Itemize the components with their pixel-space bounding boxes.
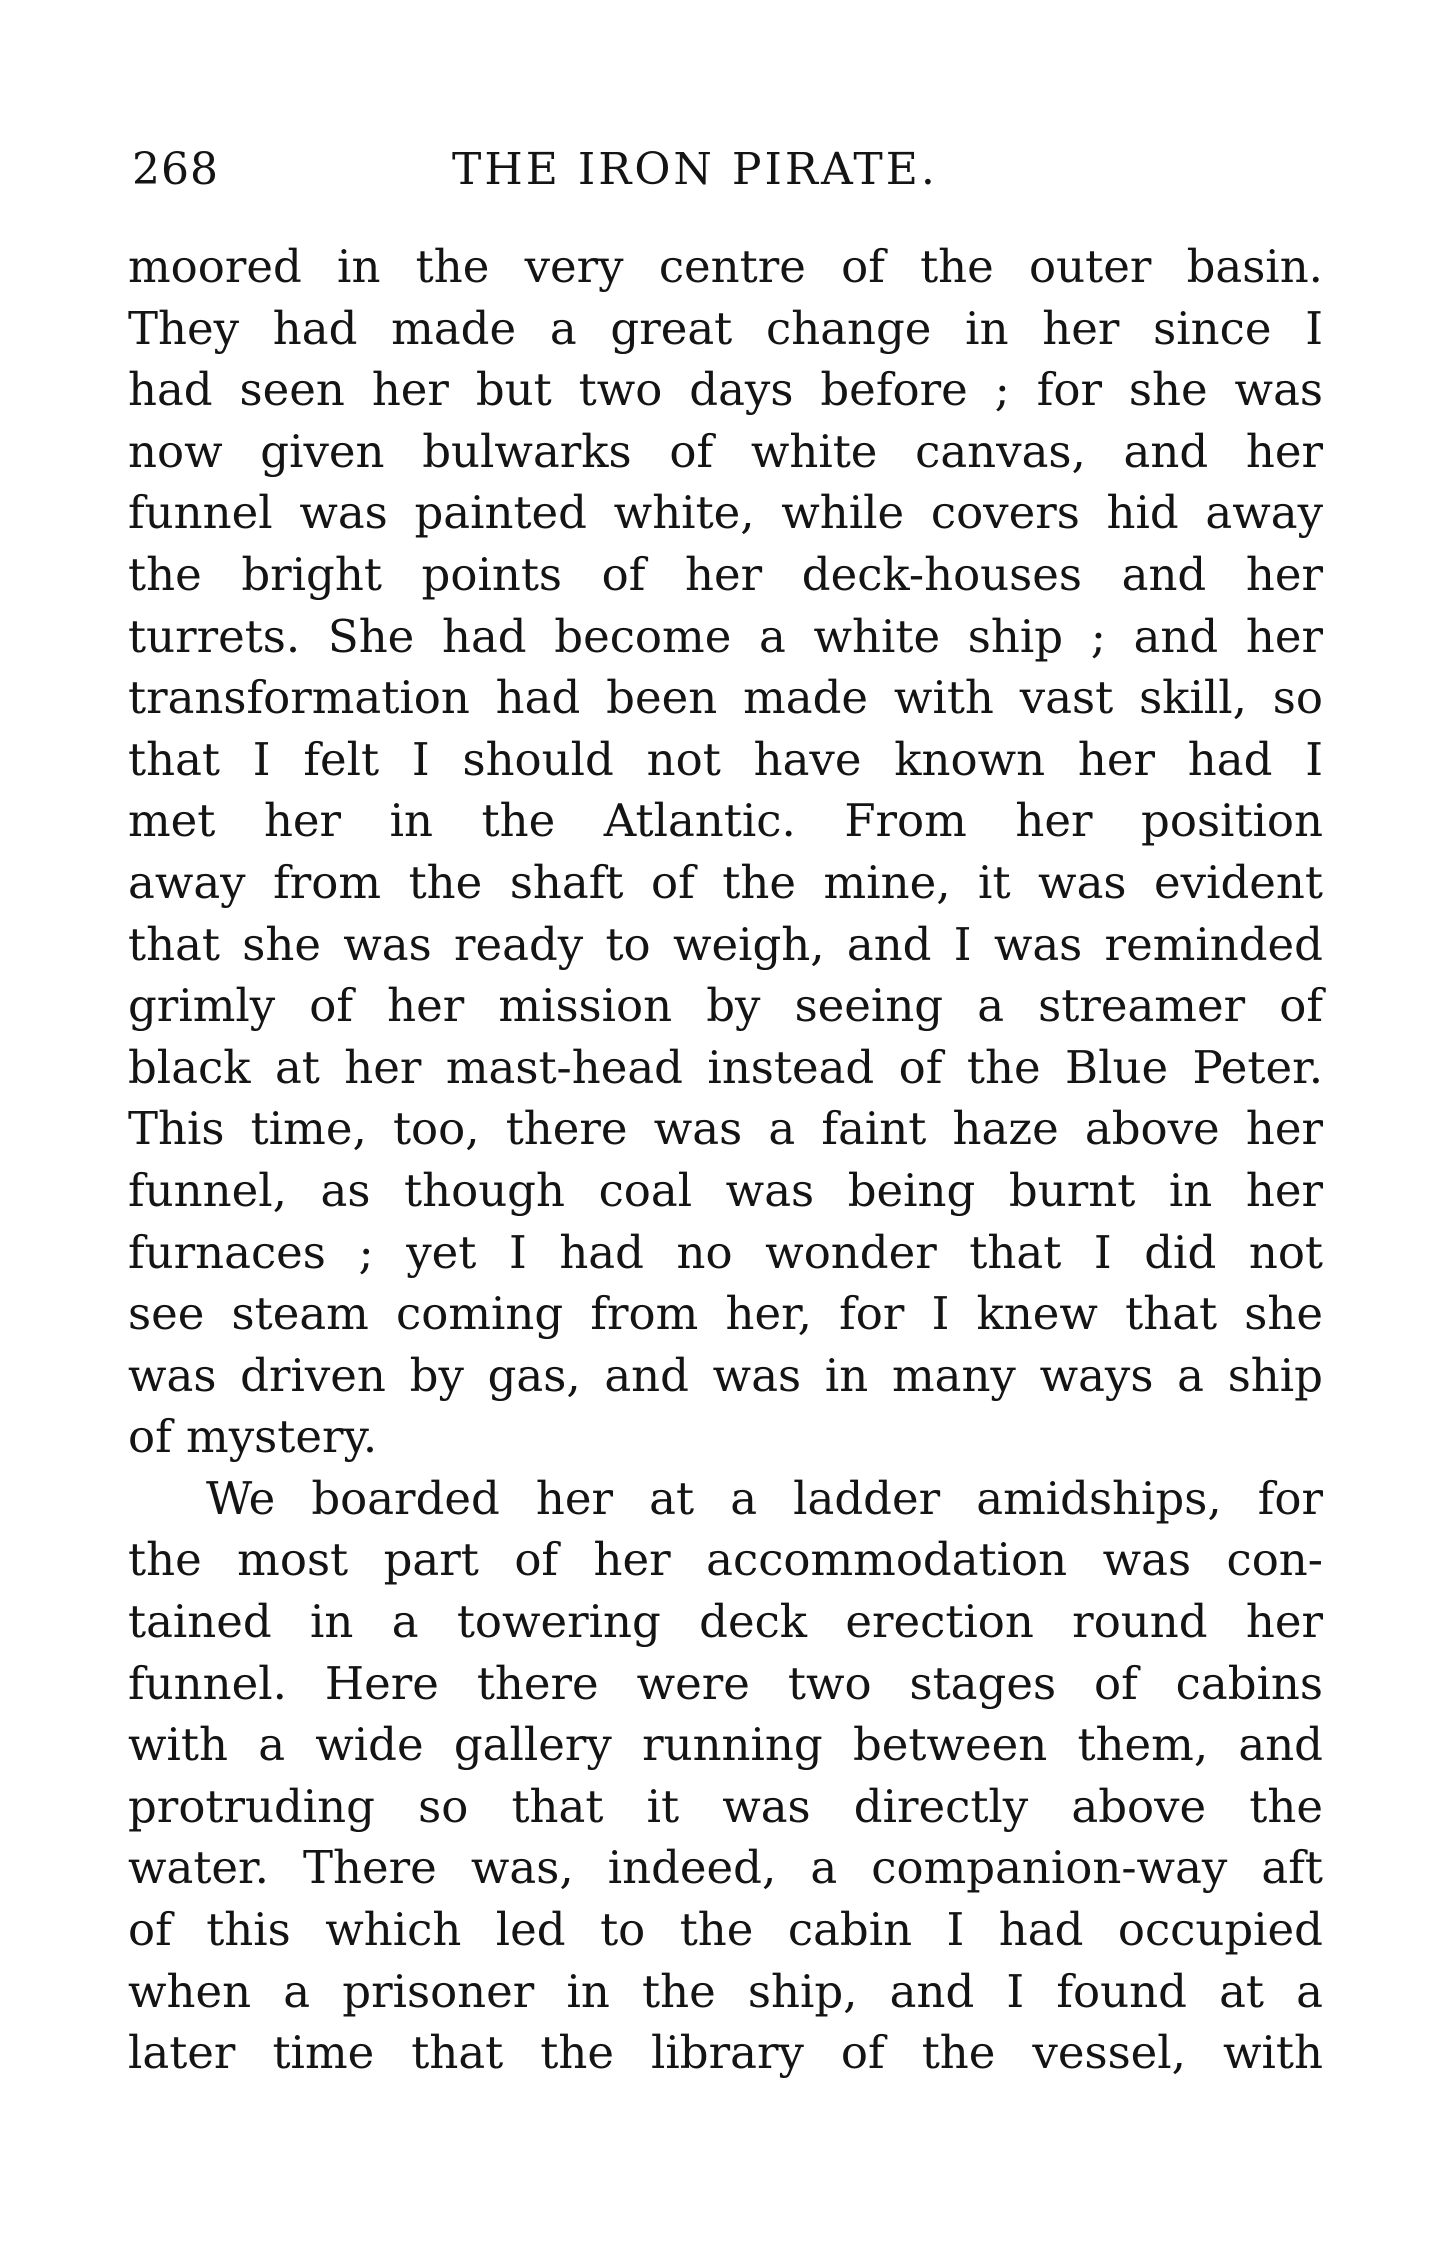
text-line: when a prisoner in the ship, and I found at a xyxy=(128,1964,1323,2018)
text-line: with a wide gallery running between them, and xyxy=(128,1718,1323,1772)
text-line: the most part of her accommodation was con- xyxy=(128,1533,1323,1587)
page-number: 268 xyxy=(132,144,219,195)
text-line: away from the shaft of the mine, it was evident xyxy=(128,855,1323,909)
text-line: water. There was, indeed, a companion-way aft xyxy=(128,1841,1323,1895)
text-line: black at her mast-head instead of the Blue Peter. xyxy=(128,1040,1323,1094)
text-line: funnel, as though coal was being burnt in her xyxy=(128,1163,1323,1217)
text-line: met her in the Atlantic. From her position xyxy=(128,794,1323,848)
text-line: transformation had been made with vast skill, so xyxy=(128,671,1323,725)
text-line: furnaces ; yet I had no wonder that I did not xyxy=(128,1225,1323,1279)
text-line: funnel. Here there were two stages of cabins xyxy=(128,1656,1323,1710)
running-head xyxy=(132,140,1317,200)
text-line: now given bulwarks of white canvas, and her xyxy=(128,424,1323,478)
text-line: see steam coming from her, for I knew that she xyxy=(128,1287,1323,1341)
paragraph-end-line: of mystery. xyxy=(128,1410,378,1464)
text-line: later time that the library of the vessel, with xyxy=(128,2026,1323,2080)
text-line: that she was ready to weigh, and I was reminded xyxy=(128,917,1323,971)
text-line: moored in the very centre of the outer basin. xyxy=(128,240,1323,293)
text-line: that I felt I should not have known her had I xyxy=(128,732,1323,786)
text-line: had seen her but two days before ; for she was xyxy=(128,363,1323,417)
text-line: of this which led to the cabin I had occupied xyxy=(128,1903,1323,1957)
text-line: They had made a great change in her since I xyxy=(128,301,1323,355)
text-line: the bright points of her deck-houses and her xyxy=(128,547,1323,601)
text-line: turrets. She had become a white ship ; and her xyxy=(128,609,1323,663)
text-line: was driven by gas, and was in many ways a ship xyxy=(128,1348,1323,1402)
body-text xyxy=(128,236,1323,2084)
text-line: grimly of her mission by seeing a streamer of xyxy=(128,979,1323,1033)
text-line: tained in a towering deck erection round her xyxy=(128,1595,1323,1649)
text-line: protruding so that it was directly above the xyxy=(128,1779,1323,1833)
paragraph-start-line: We boarded her at a ladder amidships, for xyxy=(206,1471,1323,1525)
running-title: THE IRON PIRATE. xyxy=(452,144,938,195)
text-line: funnel was painted white, while covers hid away xyxy=(128,486,1323,540)
text-line: This time, too, there was a faint haze above her xyxy=(128,1102,1323,1156)
